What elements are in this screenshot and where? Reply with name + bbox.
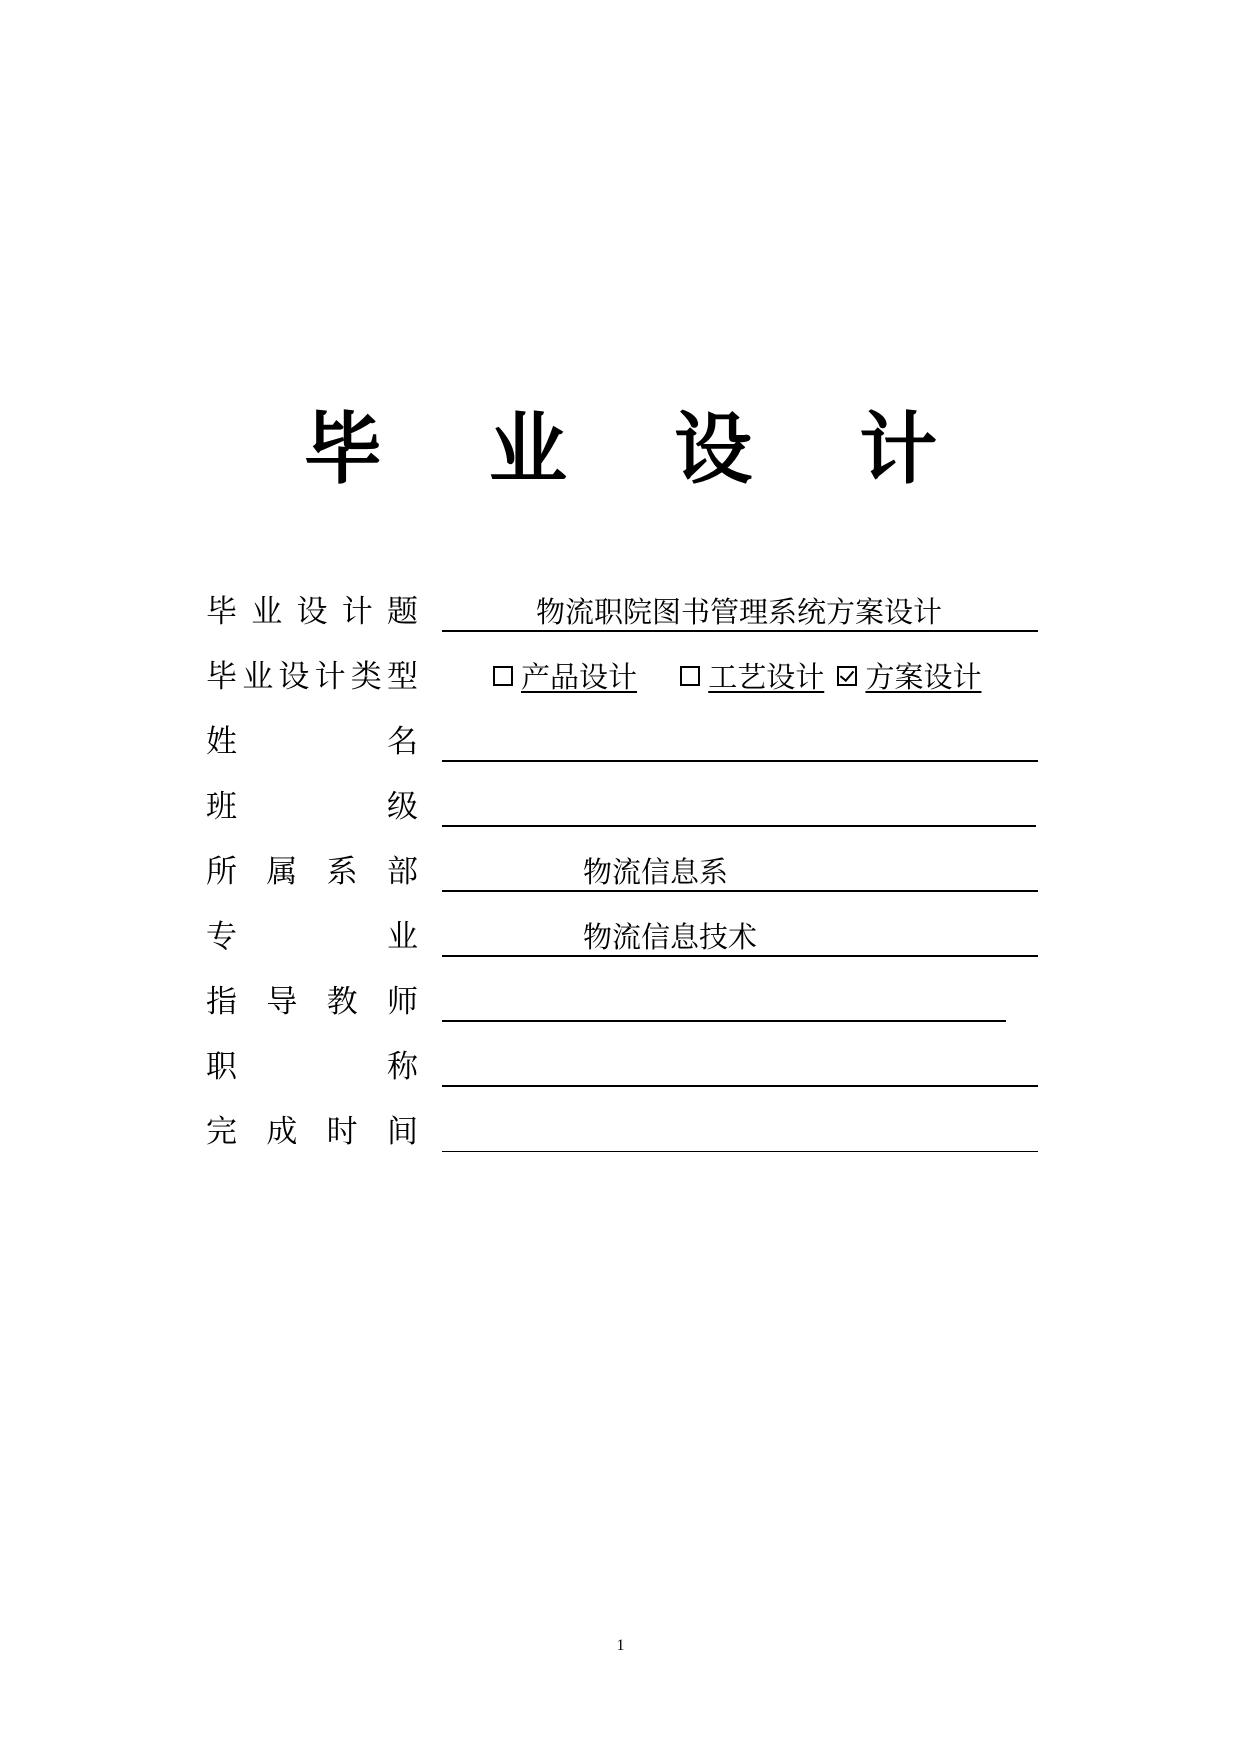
major-label: 专 业 bbox=[206, 919, 418, 955]
major-row bbox=[206, 917, 1046, 957]
type-row bbox=[206, 657, 1046, 697]
department-field[interactable] bbox=[442, 852, 1038, 892]
department-row bbox=[206, 852, 1046, 892]
completion-time-row bbox=[206, 1112, 1046, 1152]
advisor-title-row bbox=[206, 1047, 1046, 1087]
topic-value: 物流职院图书管理系统方案设计 bbox=[536, 595, 943, 629]
advisor-title-label: 职 称 bbox=[206, 1049, 418, 1085]
option-product-design[interactable]: 产品设计 bbox=[493, 657, 637, 697]
document-title: 毕 业 设 计 bbox=[303, 405, 978, 495]
topic-row bbox=[206, 592, 1046, 632]
topic-label: 毕 业 设 计 题 bbox=[206, 594, 418, 630]
checkbox-icon[interactable] bbox=[680, 666, 700, 686]
page-number: 1 bbox=[616, 1637, 625, 1654]
advisor-title-field[interactable] bbox=[442, 1047, 1038, 1087]
class-label: 班 级 bbox=[206, 789, 418, 825]
class-row bbox=[206, 787, 1046, 827]
department-label: 所 属 系 部 bbox=[206, 854, 418, 890]
advisor-field[interactable] bbox=[442, 982, 1006, 1022]
option-scheme-design[interactable]: 方案设计 bbox=[837, 657, 981, 697]
class-field[interactable] bbox=[442, 787, 1036, 827]
major-value: 物流信息技术 bbox=[583, 920, 758, 954]
advisor-label: 指 导 教 师 bbox=[206, 984, 418, 1020]
department-value: 物流信息系 bbox=[583, 855, 729, 889]
name-field[interactable] bbox=[442, 722, 1038, 762]
name-label: 姓 名 bbox=[206, 724, 418, 760]
name-row bbox=[206, 722, 1046, 762]
type-label: 毕 业 设 计 类 型 bbox=[206, 659, 418, 695]
completion-time-field[interactable] bbox=[442, 1112, 1038, 1152]
design-type-options bbox=[493, 657, 981, 697]
advisor-row bbox=[206, 982, 1046, 1022]
checkbox-checked-icon[interactable] bbox=[837, 666, 857, 686]
completion-time-label: 完 成 时 间 bbox=[206, 1114, 418, 1150]
option-process-design[interactable]: 工艺设计 bbox=[680, 657, 824, 697]
checkbox-icon[interactable] bbox=[493, 666, 513, 686]
